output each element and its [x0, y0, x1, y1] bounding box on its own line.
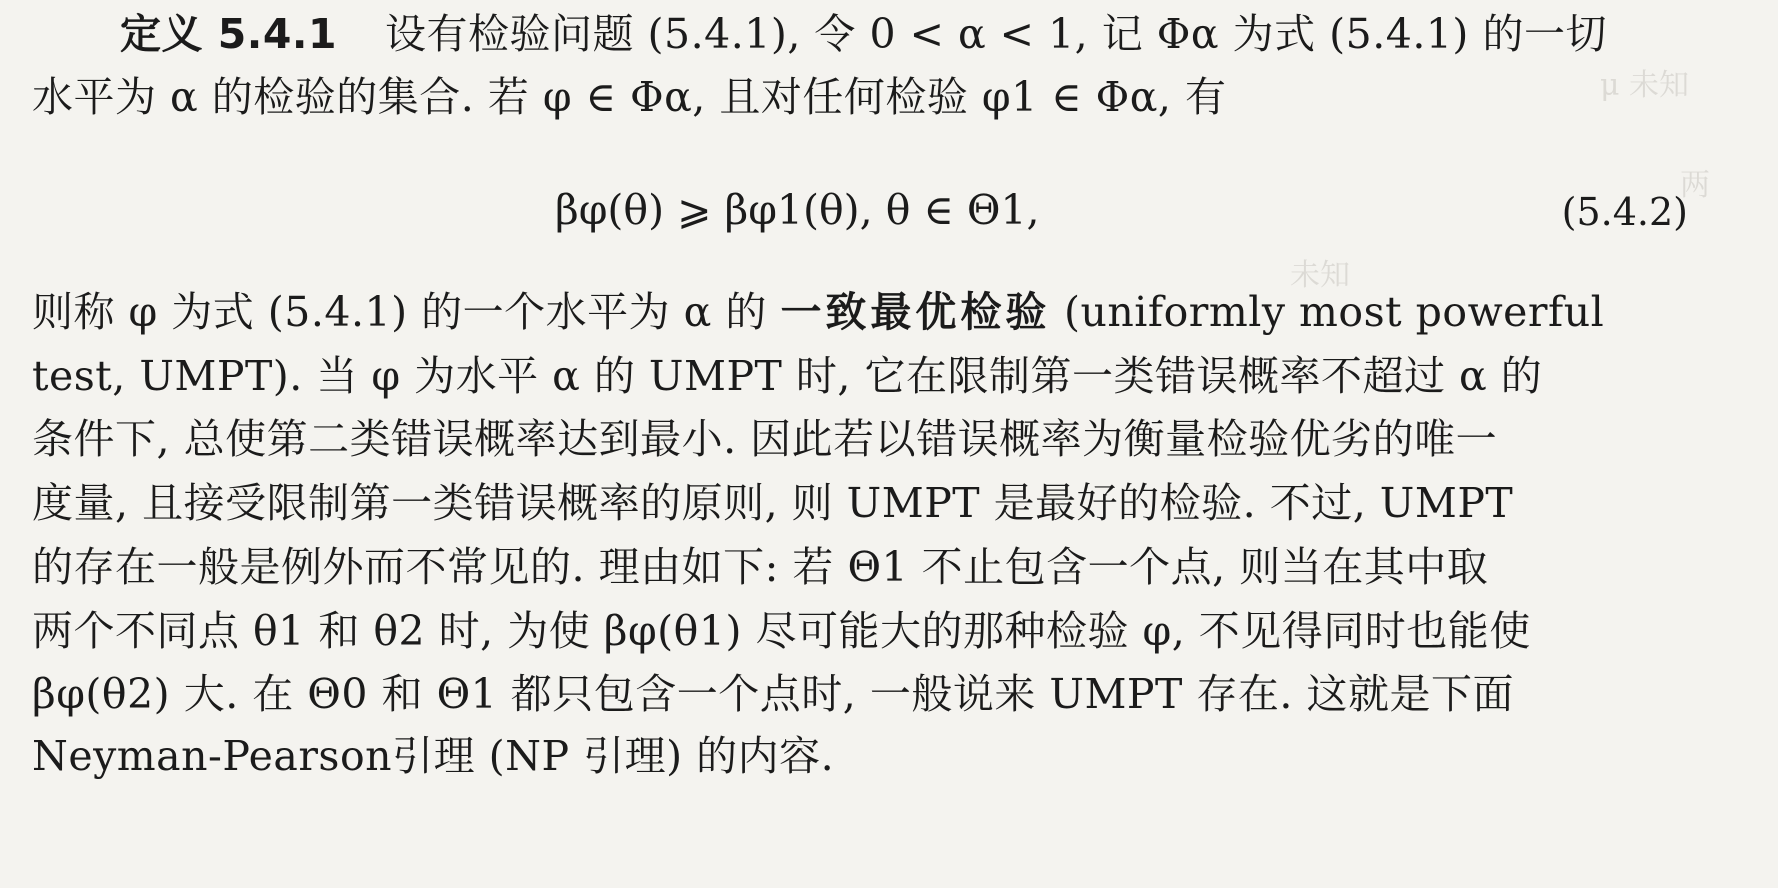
definition-line-2: 水平为 α 的检验的集合. 若 φ ∈ Φα, 且对任何检验 φ1 ∈ Φα, 有	[32, 73, 1227, 121]
definition-label: 定义 5.4.1	[120, 10, 338, 58]
paragraph-line-3-start: 则称 φ 为式 (5.4.1) 的一个水平为 α 的	[32, 288, 781, 336]
bleed-through-decoration: 未知	[1290, 258, 1350, 293]
text-line: Neyman-Pearson引理 (NP 引理) 的内容.	[32, 732, 835, 780]
text-line: test, UMPT). 当 φ 为水平 α 的 UMPT 时, 它在限制第一类错误概率不超过 α 的	[32, 352, 1543, 400]
paragraph-line-3-end: (uniformly most powerful	[1050, 288, 1605, 336]
emphasized-term: 一致最优检验	[780, 288, 1051, 336]
equation-number: (5.4.2)	[1561, 190, 1688, 234]
text-line: 度量, 且接受限制第一类错误概率的原则, 则 UMPT 是最好的检验. 不过, UMPT	[32, 479, 1514, 527]
text-line: βφ(θ2) 大. 在 Θ0 和 Θ1 都只包含一个点时, 一般说来 UMPT 存在. 这就是下面	[32, 670, 1514, 718]
text-line: 的存在一般是例外而不常见的. 理由如下: 若 Θ1 不止包含一个点, 则当在其中取	[32, 543, 1489, 591]
definition-line-1: 设有检验问题 (5.4.1), 令 0 < α < 1, 记 Φα 为式 (5.4.1) 的一切	[385, 10, 1607, 58]
text-line	[32, 73, 1227, 121]
equation-5-4-2	[555, 186, 1040, 234]
text-line: 两个不同点 θ1 和 θ2 时, 为使 βφ(θ1) 尽可能大的那种检验 φ, 不见得同时也能使	[32, 607, 1531, 655]
bleed-through-decoration: μ 未知	[1600, 68, 1690, 103]
text-line	[32, 288, 1605, 336]
bleed-through-decoration: 两	[1680, 168, 1710, 203]
text-line	[120, 10, 1607, 58]
text-line: 条件下, 总使第二类错误概率达到最小. 因此若以错误概率为衡量检验优劣的唯一	[32, 415, 1498, 463]
equation-body: βφ(θ) ⩾ βφ1(θ), θ ∈ Θ1,	[555, 186, 1040, 234]
